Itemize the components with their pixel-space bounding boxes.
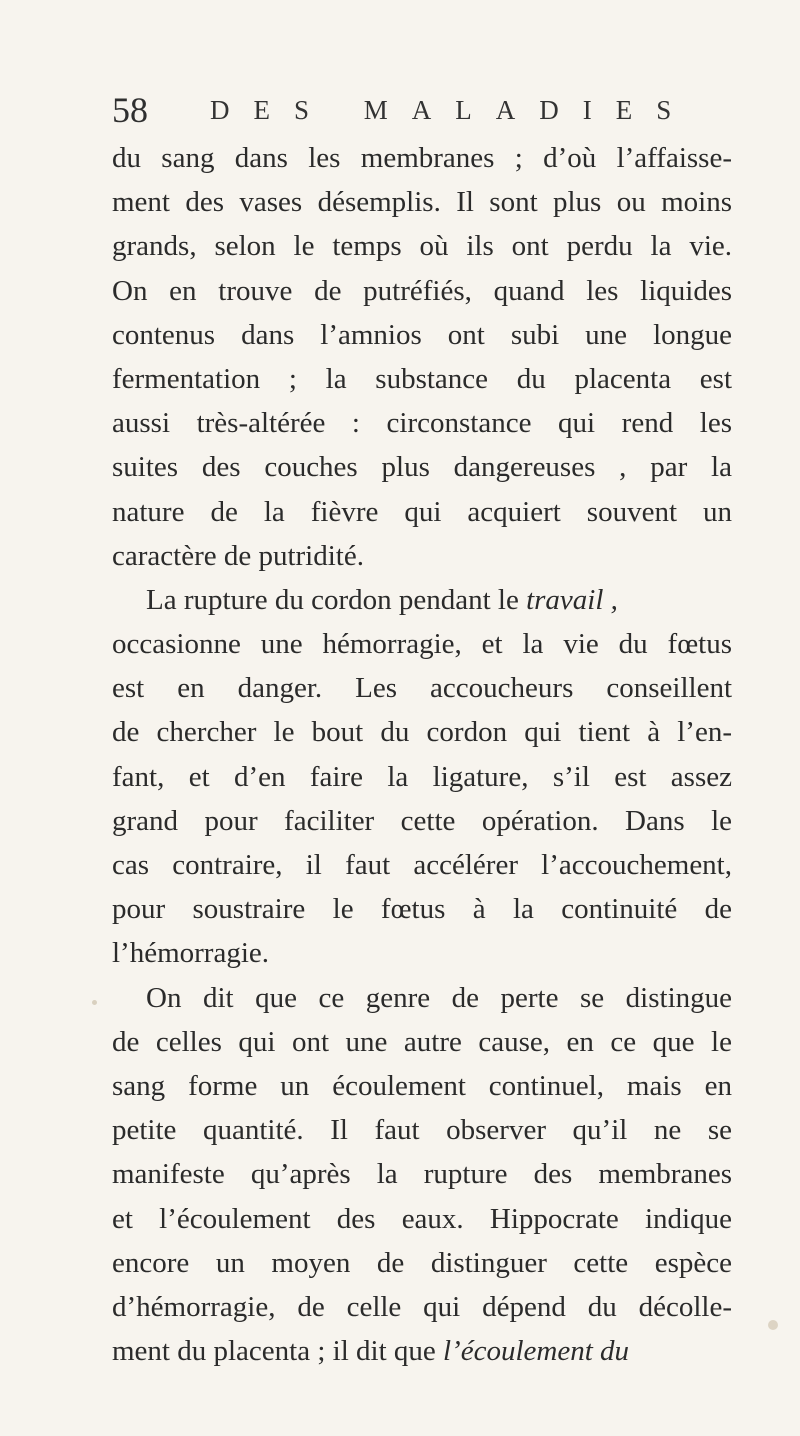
italic-phrase: l’écoulement du xyxy=(443,1335,630,1368)
text-line: On dit que ce genre de perte se distingue xyxy=(146,981,732,1014)
text-line: cas contraire, il faut accélérer l’accouchement, xyxy=(112,849,732,881)
text-line: petite quantité. Il faut observer qu’il ne se xyxy=(112,1114,732,1147)
text-line: grand pour faciliter cette opération. Dans le xyxy=(112,804,732,837)
text-line: fermentation ; la substance du placenta est xyxy=(112,362,732,395)
text-line: occasionne une hémorragie, et la vie du fœtus xyxy=(112,628,732,661)
page-header xyxy=(112,88,712,132)
text-fragment: ment du placenta ; il dit que xyxy=(112,1335,443,1368)
text-line: et l’écoulement des eaux. Hippocrate indique xyxy=(112,1202,732,1235)
text-line: manifeste qu’après la rupture des membranes xyxy=(112,1158,732,1191)
text-line: est en danger. Les accoucheurs conseillent xyxy=(112,672,732,705)
text-line: de chercher le bout du cordon qui tient à l’en- xyxy=(112,716,732,749)
text-fragment: La rupture du cordon pendant le xyxy=(146,583,527,616)
text-line: caractère de putridité. xyxy=(112,539,364,572)
text-line: du sang dans les membranes ; d’où l’affaisse- xyxy=(112,142,732,174)
paper-speck xyxy=(768,1320,778,1330)
text-line: pour soustraire le fœtus à la continuité de xyxy=(112,893,732,926)
running-title: DES MALADIES xyxy=(210,95,696,125)
text-line: aussi très-altérée : circonstance qui rend les xyxy=(112,407,732,440)
italic-word: travail , xyxy=(526,583,618,616)
text-line: contenus dans l’amnios ont subi une longue xyxy=(112,318,732,351)
text-line: nature de la fièvre qui acquiert souvent un xyxy=(112,495,732,528)
text-line: ment des vases désemplis. Il sont plus ou moins xyxy=(112,186,732,219)
text-line xyxy=(112,578,732,622)
paper-speck xyxy=(92,1000,97,1005)
text-line: de celles qui ont une autre cause, en ce que le xyxy=(112,1025,732,1058)
text-line: suites des couches plus dangereuses , par la xyxy=(112,451,732,484)
page-number: 58 xyxy=(112,90,148,130)
text-line: On en trouve de putréfiés, quand les liquides xyxy=(112,274,732,307)
text-line: encore un moyen de distinguer cette espèce xyxy=(112,1246,732,1279)
text-line xyxy=(112,1329,732,1373)
text-line: grands, selon le temps où ils ont perdu la vie. xyxy=(112,230,732,263)
text-line: sang forme un écoulement continuel, mais en xyxy=(112,1069,732,1102)
text-line: d’hémorragie, de celle qui dépend du décolle- xyxy=(112,1290,732,1323)
text-line: fant, et d’en faire la ligature, s’il est assez xyxy=(112,760,732,793)
body-text xyxy=(112,136,732,1373)
text-line: l’hémorragie. xyxy=(112,937,270,970)
